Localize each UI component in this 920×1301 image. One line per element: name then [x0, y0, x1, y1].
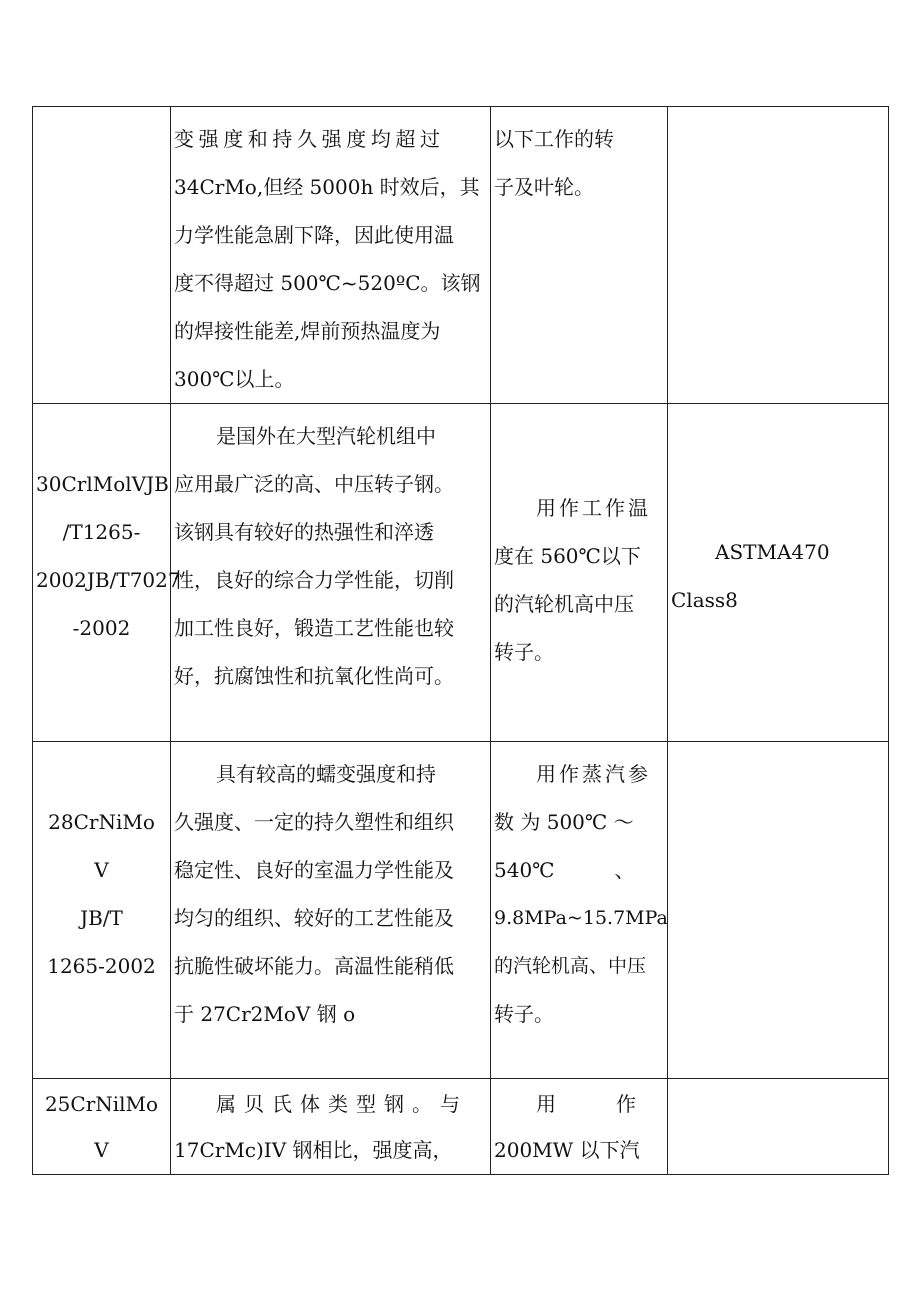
application-line: 的汽轮机高中压	[494, 592, 634, 616]
equivalent-cell	[668, 107, 889, 404]
application-line: 转子。	[494, 640, 554, 664]
table-row	[33, 107, 889, 404]
property-line: 于 27Cr2MoV 钢 o	[174, 1002, 356, 1026]
application-line: 用作工作温	[536, 496, 651, 520]
application-line: 以下工作的转	[494, 127, 614, 151]
application-line: 用 作	[536, 1092, 636, 1116]
property-line: 是国外在大型汽轮机组中	[216, 424, 436, 448]
property-line: 属贝氏体类型钢。与	[216, 1092, 468, 1116]
application-cell	[491, 1079, 668, 1175]
property-line: 稳定性、良好的室温力学性能及	[174, 858, 454, 882]
grade-cell	[33, 404, 181, 742]
application-cell	[491, 742, 668, 1079]
application-cell	[491, 107, 668, 404]
equivalent-cell	[668, 404, 889, 742]
grade-line: 2002JB/T7027	[36, 568, 181, 592]
application-line: 子及叶轮。	[494, 175, 594, 199]
application-line: 9.8MPa~15.7MPa	[494, 907, 668, 929]
property-line: 的焊接性能差,焊前预热温度为	[174, 319, 441, 343]
application-line: 度在 560℃以下	[494, 544, 641, 568]
table-row	[33, 404, 889, 742]
property-cell	[171, 107, 491, 404]
property-line: 具有较高的蠕变强度和持	[216, 762, 436, 786]
application-line: 540℃ 、	[494, 858, 635, 882]
equivalent-cell	[668, 1079, 889, 1175]
table-row	[33, 742, 889, 1079]
application-line: 用作蒸汽参	[536, 762, 651, 786]
property-line: 好，抗腐蚀性和抗氧化性尚可。	[174, 664, 454, 688]
property-line: 性，良好的综合力学性能，切削	[174, 568, 454, 592]
grade-line: -2002	[72, 616, 131, 640]
property-line: 17CrMc)IV 钢相比，强度高，	[174, 1138, 453, 1162]
grade-cell	[33, 742, 171, 1079]
application-line: 数 为 500℃ ～	[494, 810, 634, 834]
application-line: 200MW 以下汽	[494, 1138, 640, 1162]
grade-line: 30CrlMolVJB	[36, 472, 169, 496]
property-line: 该钢具有较好的热强性和淬透	[174, 520, 434, 544]
grade-line: /T1265-	[62, 520, 141, 544]
grade-line: JB/T	[80, 906, 123, 930]
property-line: 变强度和持久强度均超过	[174, 127, 445, 151]
property-line: 抗脆性破坏能力。高温性能稍低	[174, 954, 454, 978]
steel-grade-table	[32, 106, 889, 1175]
equivalent-line: ASTMA470	[715, 540, 830, 564]
property-cell	[171, 742, 491, 1079]
grade-line: 1265-2002	[47, 954, 156, 978]
property-line: 应用最广泛的高、中压转子钢。	[174, 472, 454, 496]
equivalent-cell	[668, 742, 889, 1079]
grade-line: V	[94, 858, 109, 882]
grade-line: V	[94, 1138, 109, 1162]
application-line: 转子。	[494, 1002, 554, 1026]
property-line: 久强度、一定的持久塑性和组织	[174, 810, 454, 834]
property-line: 力学性能急剧下降，因此使用温	[174, 223, 454, 247]
application-line: 的汽轮机高、中压	[494, 955, 647, 977]
property-line: 300℃以上。	[174, 367, 295, 391]
property-line: 度不得超过 500℃~520ºC。该钢	[174, 271, 481, 295]
application-cell	[491, 404, 668, 742]
property-line: 加工性良好，锻造工艺性能也较	[174, 616, 454, 640]
grade-line: 25CrNilMo	[44, 1092, 159, 1116]
property-line: 34CrMo,但经 5000h 时效后，其	[174, 175, 480, 199]
property-cell	[171, 404, 491, 742]
property-line: 均匀的组织、较好的工艺性能及	[174, 906, 454, 930]
grade-cell	[33, 107, 171, 404]
grade-cell	[33, 1079, 171, 1175]
grade-line: 28CrNiMo	[48, 810, 155, 834]
equivalent-line: Class8	[671, 588, 738, 612]
property-cell	[171, 1079, 491, 1175]
table-row	[33, 1079, 889, 1175]
